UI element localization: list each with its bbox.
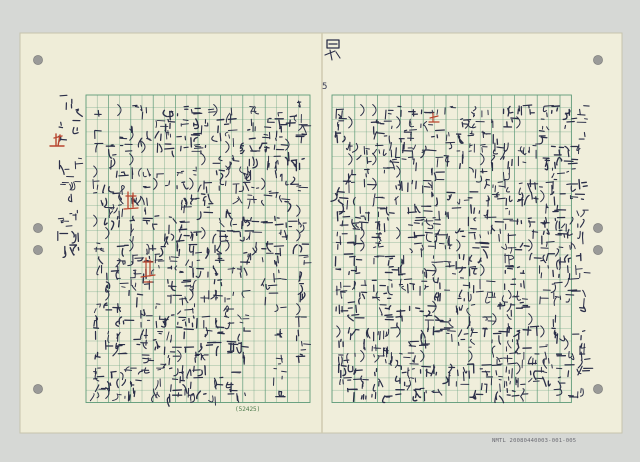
left-manuscript-grid	[86, 95, 310, 403]
archive-id-label: NMTL 20080440003-001-005	[492, 438, 577, 444]
box-code-label: (52425)	[235, 406, 261, 413]
page-number: 5	[322, 82, 328, 92]
